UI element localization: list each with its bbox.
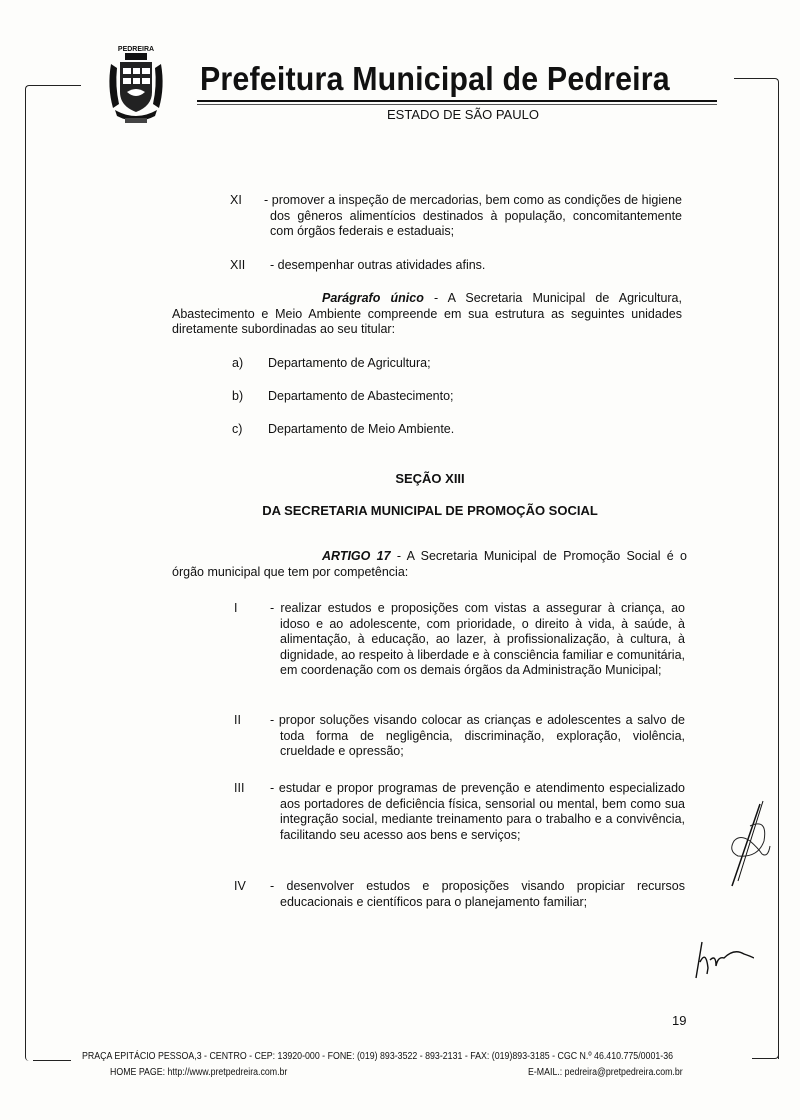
list-item: - desempenhar outras atividades afins. bbox=[270, 258, 486, 272]
list-item: - propor soluções visando colocar as crianças e adolescentes a salvo de toda forma de negligência, discriminação, exploração, violência, crueldade e opressão; bbox=[270, 713, 685, 758]
page-number: 19 bbox=[672, 1013, 687, 1028]
item-numeral: I bbox=[234, 601, 238, 615]
footer-homepage: HOME PAGE: http://www.pretpedreira.com.br bbox=[110, 1067, 288, 1078]
paragraph-unico bbox=[172, 291, 682, 338]
frame-left-bottom bbox=[33, 1057, 71, 1061]
item-numeral: IV bbox=[234, 879, 246, 893]
dept-item: Departamento de Agricultura; bbox=[268, 356, 431, 370]
title-underline bbox=[197, 100, 717, 102]
frame-right-bottom bbox=[752, 1055, 779, 1059]
item-numeral: XI bbox=[230, 193, 242, 207]
signature-initials-2 bbox=[694, 940, 754, 990]
dept-item: Departamento de Meio Ambiente. bbox=[268, 422, 455, 436]
coat-of-arms-icon bbox=[105, 42, 167, 128]
list-item: - promover a inspeção de mercadorias, bem como as condições de higiene dos gêneros alimentícios destinados à população, concomitantemente com órgãos federais e estaduais; bbox=[264, 193, 682, 238]
paragraph-text: - A Secretaria Municipal de Agricultura, Abastecimento e Meio Ambiente compreende em sua estrutura as seguintes unidades diretamente subordinadas ao seu titular: bbox=[172, 291, 682, 336]
title-underline-thin bbox=[197, 104, 717, 105]
list-item: - desenvolver estudos e proposições visando propiciar recursos educacionais e científicos para o planejamento familiar; bbox=[270, 879, 685, 909]
paragraph-label: Parágrafo único bbox=[322, 291, 424, 305]
frame-right bbox=[734, 78, 779, 1059]
svg-text:PEDREIRA: PEDREIRA bbox=[117, 46, 155, 53]
artigo-label: ARTIGO 17 bbox=[322, 549, 391, 563]
page-title: Prefeitura Municipal de Pedreira bbox=[200, 60, 670, 97]
state-subtitle: ESTADO DE SÃO PAULO bbox=[387, 107, 539, 122]
section-number: SEÇÃO XIII bbox=[395, 471, 465, 486]
list-item: - estudar e propor programas de prevenção e atendimento especializado aos portadores de deficiência física, sensorial ou mental, bem como sua integração social, mediante treinamento para o trabalho e a convivência, facilitando seu acesso aos bens e serviços; bbox=[270, 781, 685, 842]
artigo-paragraph bbox=[172, 549, 687, 580]
list-item: - realizar estudos e proposições com vistas a assegurar à criança, ao idoso e ao adolescente, com prioridade, o direito à vida, à saúde, à alimentação, à educação, ao lazer, à profissionalização, à cultura, à dignidade, ao respeito à liberdade e à consciência familiar e comunitária, em coordenação com os demais órgãos da Administração Municipal; bbox=[270, 601, 685, 677]
dept-letter: b) bbox=[232, 389, 244, 403]
frame-left bbox=[25, 85, 81, 1061]
artigo-text: - A Secretaria Municipal de Promoção Social é o órgão municipal que tem por competência: bbox=[172, 549, 687, 579]
dept-item: Departamento de Abastecimento; bbox=[268, 389, 454, 403]
dept-letter: c) bbox=[232, 422, 243, 436]
dept-letter: a) bbox=[232, 356, 244, 370]
item-numeral: III bbox=[234, 781, 245, 795]
footer-address: PRAÇA EPITÁCIO PESSOA,3 - CENTRO - CEP: 13920-000 - FONE: (019) 893-3522 - 893-2131 - FAX: (019)893-3185 - CGC N.º 46.410.775/0001-36 bbox=[82, 1050, 674, 1062]
item-numeral: XII bbox=[230, 258, 246, 272]
section-title: DA SECRETARIA MUNICIPAL DE PROMOÇÃO SOCIAL bbox=[262, 503, 598, 518]
item-numeral: II bbox=[234, 713, 241, 727]
footer-email: E-MAIL.: pedreira@pretpedreira.com.br bbox=[528, 1067, 683, 1078]
signature-initials-1 bbox=[720, 796, 780, 901]
